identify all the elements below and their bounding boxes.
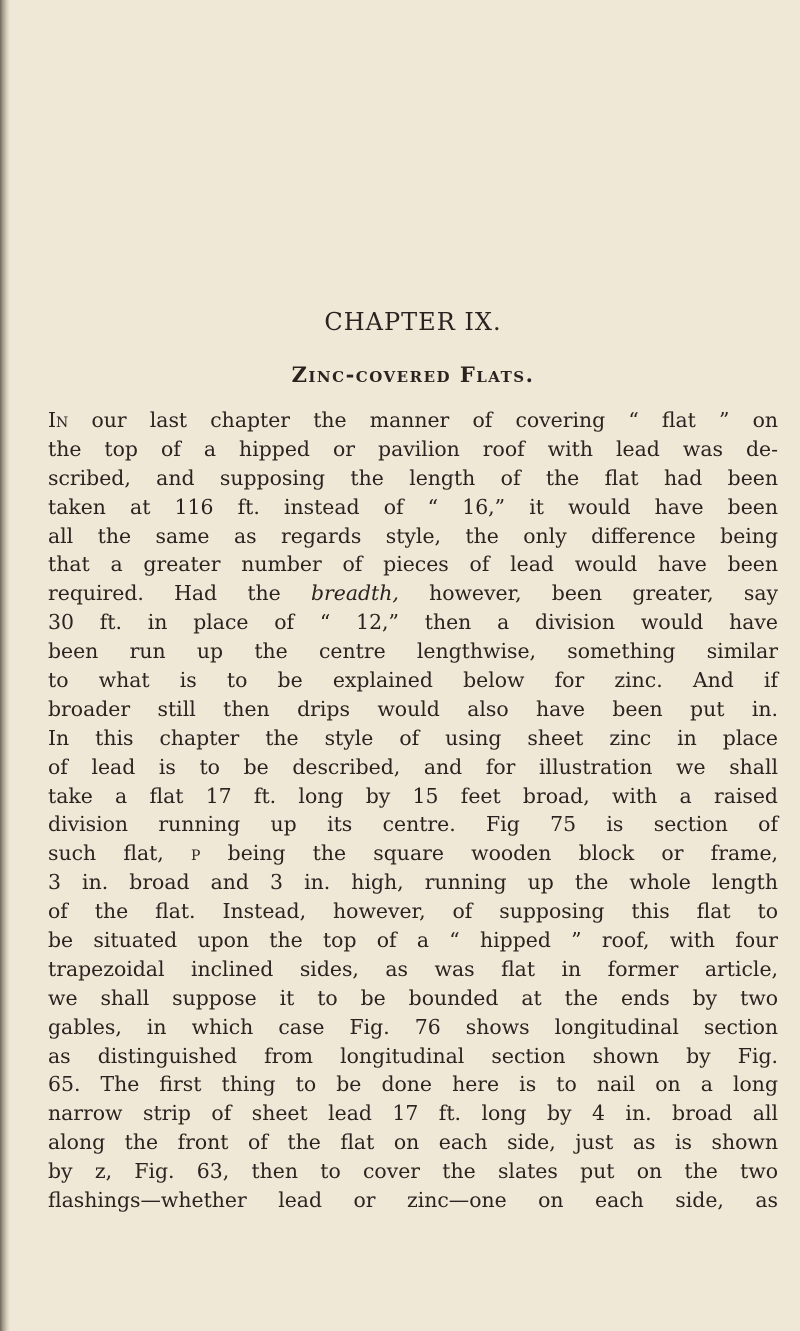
text-line: 30 ft. in place of “ 12,” then a division would have <box>48 610 778 635</box>
section-title: Zinc-covered Flats. <box>291 362 535 387</box>
text-line: In our last chapter the manner of covering “ flat ” on <box>48 408 778 432</box>
text-line: narrow strip of sheet lead 17 ft. long by 4 in. broad all <box>48 1101 778 1126</box>
text-line: 3 in. broad and 3 in. high, running up the whole length <box>48 870 778 895</box>
text-line: required. Had the breadth, however, been greater, say <box>48 581 778 606</box>
text-line: gables, in which case Fig. 76 shows longitudinal section <box>48 1014 778 1039</box>
italic-word: breadth, <box>310 581 399 606</box>
text-line: be situated upon the top of a “ hipped ” roof, with four <box>48 928 778 953</box>
text-line: of lead is to be described, and for illustration we shall <box>48 754 778 779</box>
text-line: take a flat 17 ft. long by 15 feet broad, with a raised <box>48 783 778 808</box>
text-line: scribed, and supposing the length of the flat had been <box>48 465 778 490</box>
text-line: of the flat. Instead, however, of supposing this flat to <box>48 899 778 924</box>
text-line: that a greater number of pieces of lead would have been <box>48 552 778 577</box>
text-line: all the same as regards style, the only difference being <box>48 523 778 548</box>
text-line: In this chapter the style of using sheet zinc in place <box>48 725 778 750</box>
text-line: been run up the centre lengthwise, something similar <box>48 639 778 664</box>
text-line: by z, Fig. 63, then to cover the slates put on the two <box>48 1159 778 1184</box>
text-line: division running up its centre. Fig 75 is section of <box>48 812 778 837</box>
text-line: taken at 116 ft. instead of “ 16,” it would have been <box>48 494 778 519</box>
figure-letter: p <box>191 841 201 866</box>
book-page <box>48 0 778 1331</box>
text-line: to what is to be explained below for zinc. And if <box>48 668 778 693</box>
chapter-title: CHAPTER IX. <box>324 308 502 336</box>
text-line: trapezoidal inclined sides, as was flat in former article, <box>48 956 778 981</box>
text-line: flashings—whether lead or zinc—one on each side, as <box>48 1188 778 1213</box>
text-line: we shall suppose it to be bounded at the ends by two <box>48 985 778 1010</box>
book-gutter-shadow <box>0 0 10 1331</box>
text-line: the top of a hipped or pavilion roof with lead was de- <box>48 436 778 461</box>
text-line: 65. The first thing to be done here is to nail on a long <box>48 1072 778 1097</box>
text-line: such flat, p being the square wooden block or frame, <box>48 841 778 866</box>
text-line: along the front of the flat on each side, just as is shown <box>48 1130 778 1155</box>
text-line: as distinguished from longitudinal section shown by Fig. <box>48 1043 778 1068</box>
lead-word: In <box>48 408 69 432</box>
text-line: broader still then drips would also have been put in. <box>48 696 778 721</box>
body-text <box>48 406 778 1215</box>
